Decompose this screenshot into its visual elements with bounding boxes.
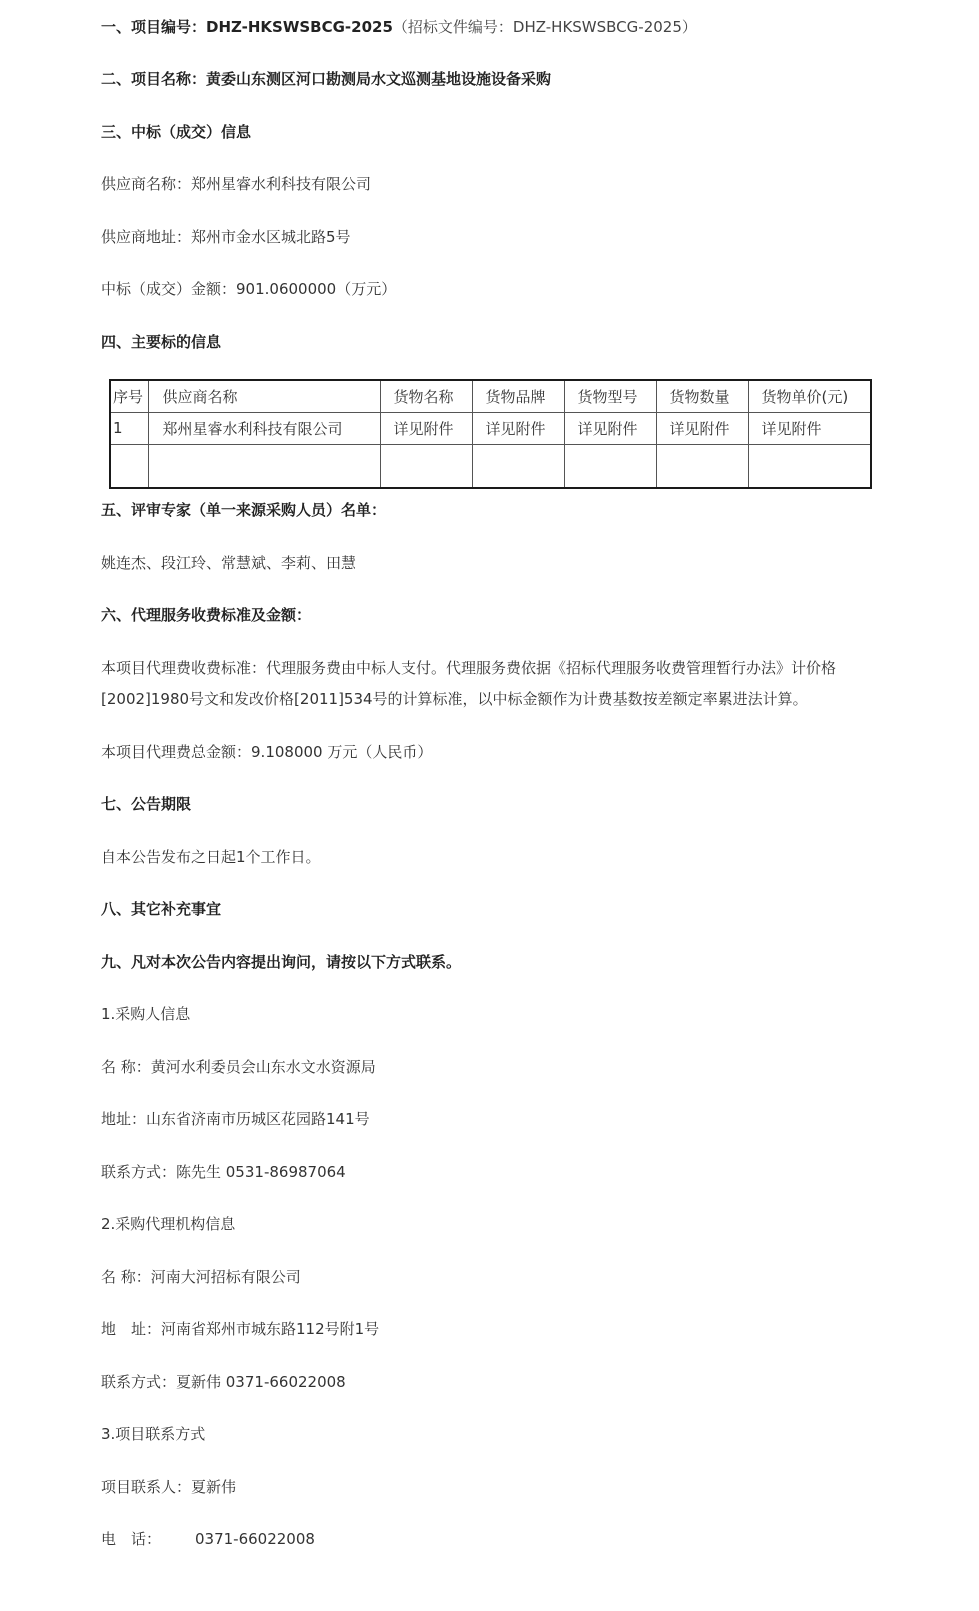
table-cell: 1 (111, 412, 148, 444)
award-info-heading: 三、中标（成交）信息 (101, 123, 252, 141)
table-row-empty (111, 444, 870, 487)
supplier-name: 供应商名称：郑州星睿水利科技有限公司 (101, 175, 372, 193)
table-header-cell: 货物名称 (380, 381, 472, 412)
experts-heading: 五、评审专家（单一来源采购人员）名单： (101, 501, 387, 519)
phone-label: 电 话： (101, 1530, 162, 1548)
table-header-cell: 货物单价(元) (748, 381, 870, 412)
table-cell: 详见附件 (564, 412, 656, 444)
supplier-address: 供应商地址：郑州市金水区城北路5号 (101, 228, 351, 246)
project-name-heading: 二、项目名称：黄委山东测区河口勘测局水文巡测基地设施设备采购 (101, 70, 552, 88)
other-matters-heading: 八、其它补充事宜 (101, 900, 222, 918)
award-amount: 中标（成交）金额：901.0600000（万元） (101, 280, 397, 298)
notice-period-heading: 七、公告期限 (101, 795, 192, 813)
table-cell-empty (564, 444, 656, 487)
table-cell: 详见附件 (380, 412, 472, 444)
project-number-heading: 一、项目编号：DHZ-HKSWSBCG-2025 (101, 18, 393, 36)
table-cell: 郑州星睿水利科技有限公司 (148, 412, 380, 444)
table-header-cell: 供应商名称 (148, 381, 380, 412)
table-row (111, 412, 870, 444)
table-cell: 详见附件 (472, 412, 564, 444)
tender-document-number: （招标文件编号：DHZ-HKSWSBCG-2025） (392, 18, 697, 36)
project-contact-title: 3.项目联系方式 (101, 1425, 206, 1443)
table-header-cell: 序号 (111, 381, 148, 412)
agency-address: 地 址：河南省郑州市城东路112号附1号 (101, 1320, 380, 1338)
purchaser-name: 名 称：黄河水利委员会山东水文水资源局 (101, 1058, 376, 1076)
project-contact-person: 项目联系人：夏新伟 (101, 1478, 237, 1496)
table-header-cell: 货物品牌 (472, 381, 564, 412)
notice-period-text: 自本公告发布之日起1个工作日。 (101, 848, 321, 866)
agency-fee-total: 本项目代理费总金额：9.108000 万元（人民币） (101, 743, 433, 761)
contact-heading: 九、凡对本次公告内容提出询问，请按以下方式联系。 (101, 953, 462, 971)
phone-number: 0371-66022008 (195, 1530, 315, 1548)
table-header-cell: 货物数量 (656, 381, 748, 412)
agency-name: 名 称：河南大河招标有限公司 (101, 1268, 301, 1286)
project-contact-phone-line (101, 1529, 315, 1549)
agency-fee-heading: 六、代理服务收费标准及金额： (101, 606, 312, 624)
table-cell: 详见附件 (748, 412, 870, 444)
agency-fee-standard-line2: [2002]1980号文和发改价格[2011]534号的计算标准，以中标金额作为计费基数按差额定率累进法计算。 (101, 690, 808, 708)
purchaser-contact: 联系方式：陈先生 0531-86987064 (101, 1163, 346, 1181)
table-cell: 详见附件 (656, 412, 748, 444)
purchaser-address: 地址：山东省济南市历城区花园路141号 (101, 1110, 370, 1128)
table-cell-empty (656, 444, 748, 487)
table-cell-empty (472, 444, 564, 487)
table-header-row (111, 381, 870, 412)
agency-contact: 联系方式：夏新伟 0371-66022008 (101, 1373, 346, 1391)
table-header-cell: 货物型号 (564, 381, 656, 412)
agency-info-title: 2.采购代理机构信息 (101, 1215, 236, 1233)
table-cell-empty (380, 444, 472, 487)
experts-list: 姚连杰、段江玲、常慧斌、李莉、田慧 (101, 554, 357, 572)
project-number-line (101, 17, 697, 37)
table-cell-empty (148, 444, 380, 487)
table-cell-empty (111, 444, 148, 487)
purchaser-info-title: 1.采购人信息 (101, 1005, 191, 1023)
table-cell-empty (748, 444, 870, 487)
agency-fee-standard-line1: 本项目代理费收费标准：代理服务费由中标人支付。代理服务费依据《招标代理服务收费管理暂行办法》计价格 (101, 659, 837, 677)
main-items-table (109, 379, 872, 489)
main-items-heading: 四、主要标的信息 (101, 333, 222, 351)
